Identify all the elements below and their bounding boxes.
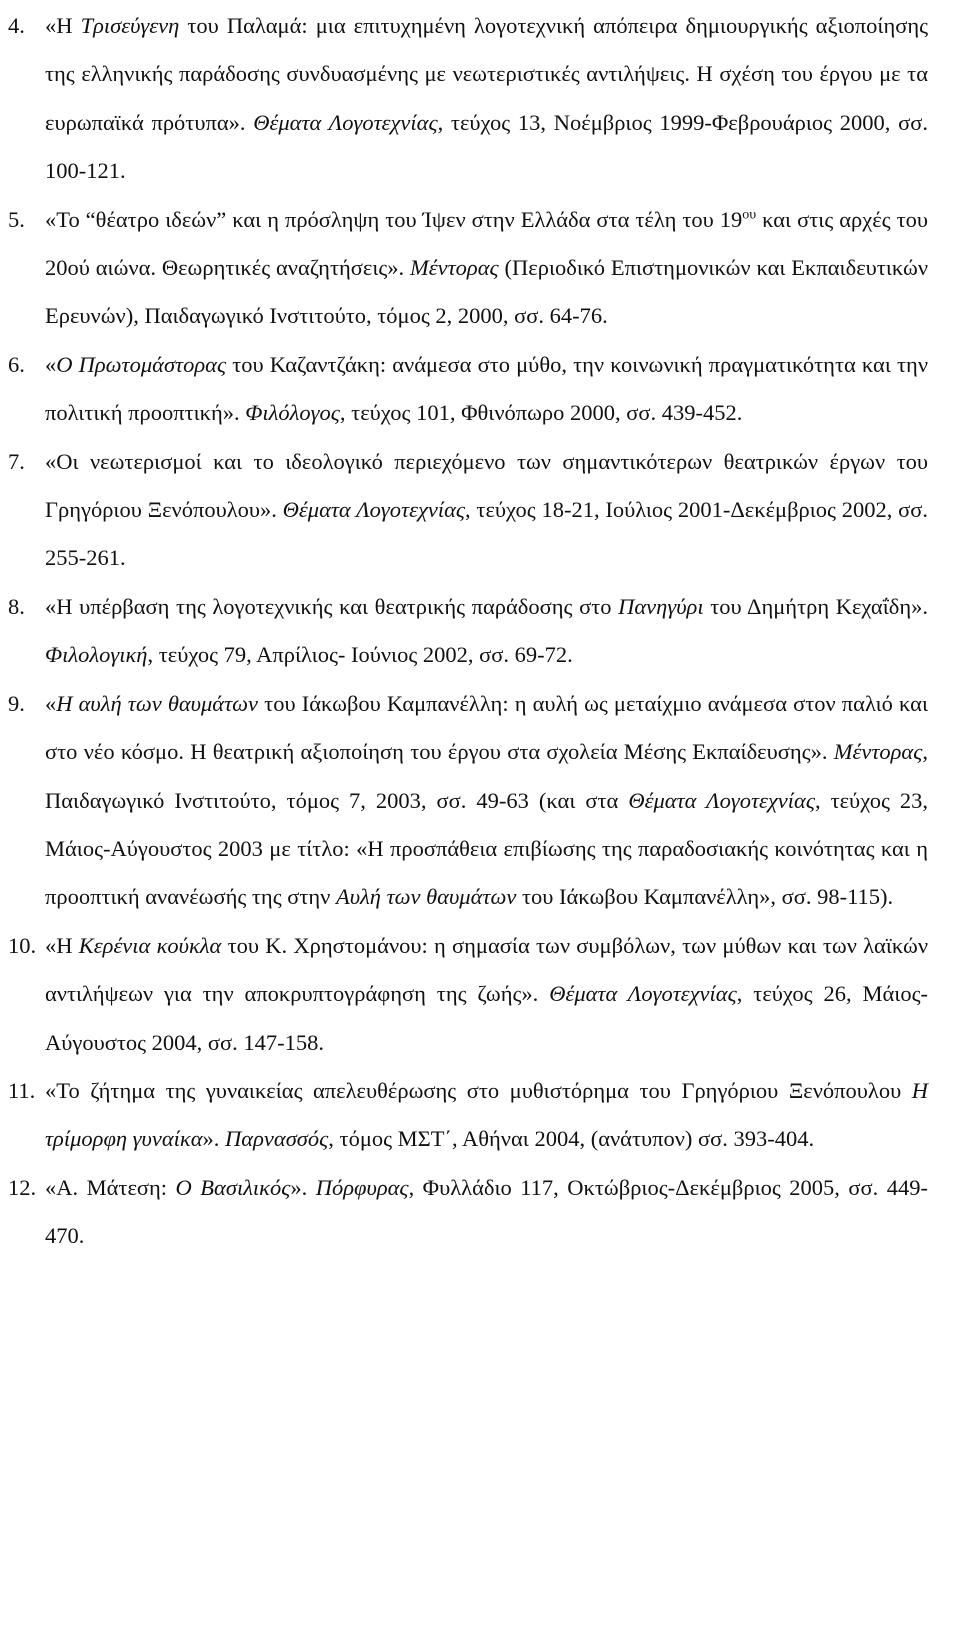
italic-title: Ο Βασιλικός	[175, 1174, 291, 1200]
citation-text: του Ιάκωβου Καμπανέλλη: η αυλή ως μεταίχμιο ανάμεσα στον παλιό και στο νέο κόσμο. Η θεατρική αξιοποίηση του έργου στα σχολεία Μέσης Εκπαίδευσης».	[45, 690, 928, 765]
list-item	[8, 1067, 928, 1164]
citation-text: «	[45, 690, 57, 716]
italic-title: Μέντορας	[833, 739, 923, 765]
italic-title: Πόρφυρας	[315, 1174, 409, 1200]
citation-text: του Καζαντζάκη: ανάμεσα στο μύθο, την κοινωνική πραγματικότητα και την πολιτική προοπτική».	[45, 351, 928, 426]
citation-text: , τόμος ΜΣΤ΄, Αθήναι 2004, (ανάτυπον) σσ. 393-404.	[328, 1126, 815, 1152]
italic-title: Η τρίμορφη γυναίκα	[45, 1077, 928, 1152]
citation-text: , τεύχος 79, Απρίλιος- Ιούνιος 2002, σσ. 69-72.	[147, 642, 573, 668]
italic-title: Η αυλή των θαυμάτων	[56, 690, 259, 716]
citation-text: του Δημήτρη Κεχαΐδη».	[703, 593, 928, 619]
citation-text: «Η	[45, 13, 81, 38]
citation-text: «Οι νεωτερισμοί και το ιδεολογικό περιεχόμενο των σημαντικότερων θεατρικών έργων του Γρηγόριου Ξενόπουλου».	[45, 448, 928, 523]
italic-title: Παρνασσός	[225, 1126, 329, 1152]
item-number: 4.	[8, 13, 25, 38]
item-number: 9.	[8, 690, 25, 716]
citation-text: του Παλαμά: μια επιτυχημένη λογοτεχνική απόπειρα δημιουργικής αξιοποίησης της ελληνικής παράδοσης συνδυασμένης με νεωτεριστικές αντιλήψεις. Η σχέση του έργου με τα ευρωπαϊκά πρότυπα».	[45, 13, 929, 135]
list-item	[8, 583, 928, 680]
citation-text: «Το ζήτημα της γυναικείας απελευθέρωσης στο μυθιστόρημα του Γρηγόριου Ξενόπουλου	[45, 1077, 912, 1103]
citation-text: , τεύχος 23, Μάιος-Αύγουστος 2003 με τίτλο: «Η προσπάθεια επιβίωσης της παραδοσιακής κοινότητας και η προοπτική ανανέωσής της στην	[45, 787, 928, 910]
item-number: 6.	[8, 351, 25, 377]
citation-text: , τεύχος 101, Φθινόπωρο 2000, σσ. 439-452.	[339, 400, 743, 426]
item-number: 8.	[8, 593, 25, 619]
italic-title: Φιλολογική	[45, 642, 148, 668]
list-item	[8, 922, 928, 1067]
item-number: 5.	[8, 206, 25, 232]
item-number: 11.	[8, 1077, 36, 1103]
citation-text: , Φυλλάδιο 117, Οκτώβριος-Δεκέμβριος 2005, σσ. 449-470.	[45, 1174, 929, 1249]
italic-title: Πανηγύρι	[618, 593, 704, 619]
citation-text: «Το “θέατρο ιδεών” και η πρόσληψη του Ίψεν στην Ελλάδα στα τέλη του 19	[45, 206, 743, 232]
item-number: 12.	[8, 1174, 37, 1200]
list-item	[8, 438, 928, 583]
italic-title: Τρισεύγενη	[80, 13, 180, 38]
italic-title: Θέματα Λογοτεχνίας	[628, 787, 815, 813]
italic-title: Κερένια κούκλα	[78, 932, 222, 958]
italic-title: Θέματα Λογοτεχνίας	[549, 981, 737, 1007]
citation-text: , Παιδαγωγικό Ινστιτούτο, τόμος 7, 2003, σσ. 49-63 (και στα	[45, 739, 928, 813]
citation-text: και στις αρχές του 20ού αιώνα. Θεωρητικές αναζητήσεις».	[45, 206, 928, 281]
list-item	[8, 680, 928, 922]
italic-title: Ο Πρωτομάστορας	[56, 351, 227, 377]
list-item	[8, 196, 928, 341]
list-item	[8, 341, 928, 438]
italic-title: Θέματα Λογοτεχνίας	[253, 109, 438, 135]
citation-text: «	[45, 351, 57, 377]
italic-title: Θέματα Λογοτεχνίας	[282, 497, 466, 523]
list-item	[8, 2, 928, 196]
list-item	[8, 1164, 928, 1261]
citation-text: , τεύχος 13, Νοέμβριος 1999-Φεβρουάριος 2000, σσ. 100-121.	[45, 109, 928, 184]
italic-title: Φιλόλογος	[245, 400, 340, 426]
citation-text: του Ιάκωβου Καμπανέλλη», σσ. 98-115).	[516, 884, 894, 910]
citation-text: «Η	[45, 932, 79, 958]
citation-text: ».	[290, 1174, 316, 1200]
item-number: 10.	[8, 932, 37, 958]
superscript: ου	[742, 206, 757, 222]
citation-text: , τεύχος 18-21, Ιούλιος 2001-Δεκέμβριος 2002, σσ. 255-261.	[45, 497, 928, 571]
citation-text: ».	[202, 1126, 226, 1152]
citation-text: (Περιοδικό Επιστημονικών και Εκπαιδευτικών Ερευνών), Παιδαγωγικό Ινστιτούτο, τόμος 2, 2000, σσ. 64-76.	[45, 255, 928, 329]
italic-title: Αυλή των θαυμάτων	[335, 884, 517, 910]
italic-title: Μέντορας	[410, 255, 499, 281]
item-number: 7.	[8, 448, 25, 474]
citation-text: του Κ. Χρηστομάνου: η σημασία των συμβόλων, των μύθων και των λαϊκών αντιλήψεων για την αποκρυπτογράφηση της ζωής».	[45, 932, 928, 1007]
citation-text: «Α. Μάτεση:	[45, 1174, 176, 1200]
citation-text: , τεύχος 26, Μάιος-Αύγουστος 2004, σσ. 147-158.	[45, 981, 928, 1055]
citation-text: «Η υπέρβαση της λογοτεχνικής και θεατρικής παράδοσης στο	[45, 593, 619, 619]
